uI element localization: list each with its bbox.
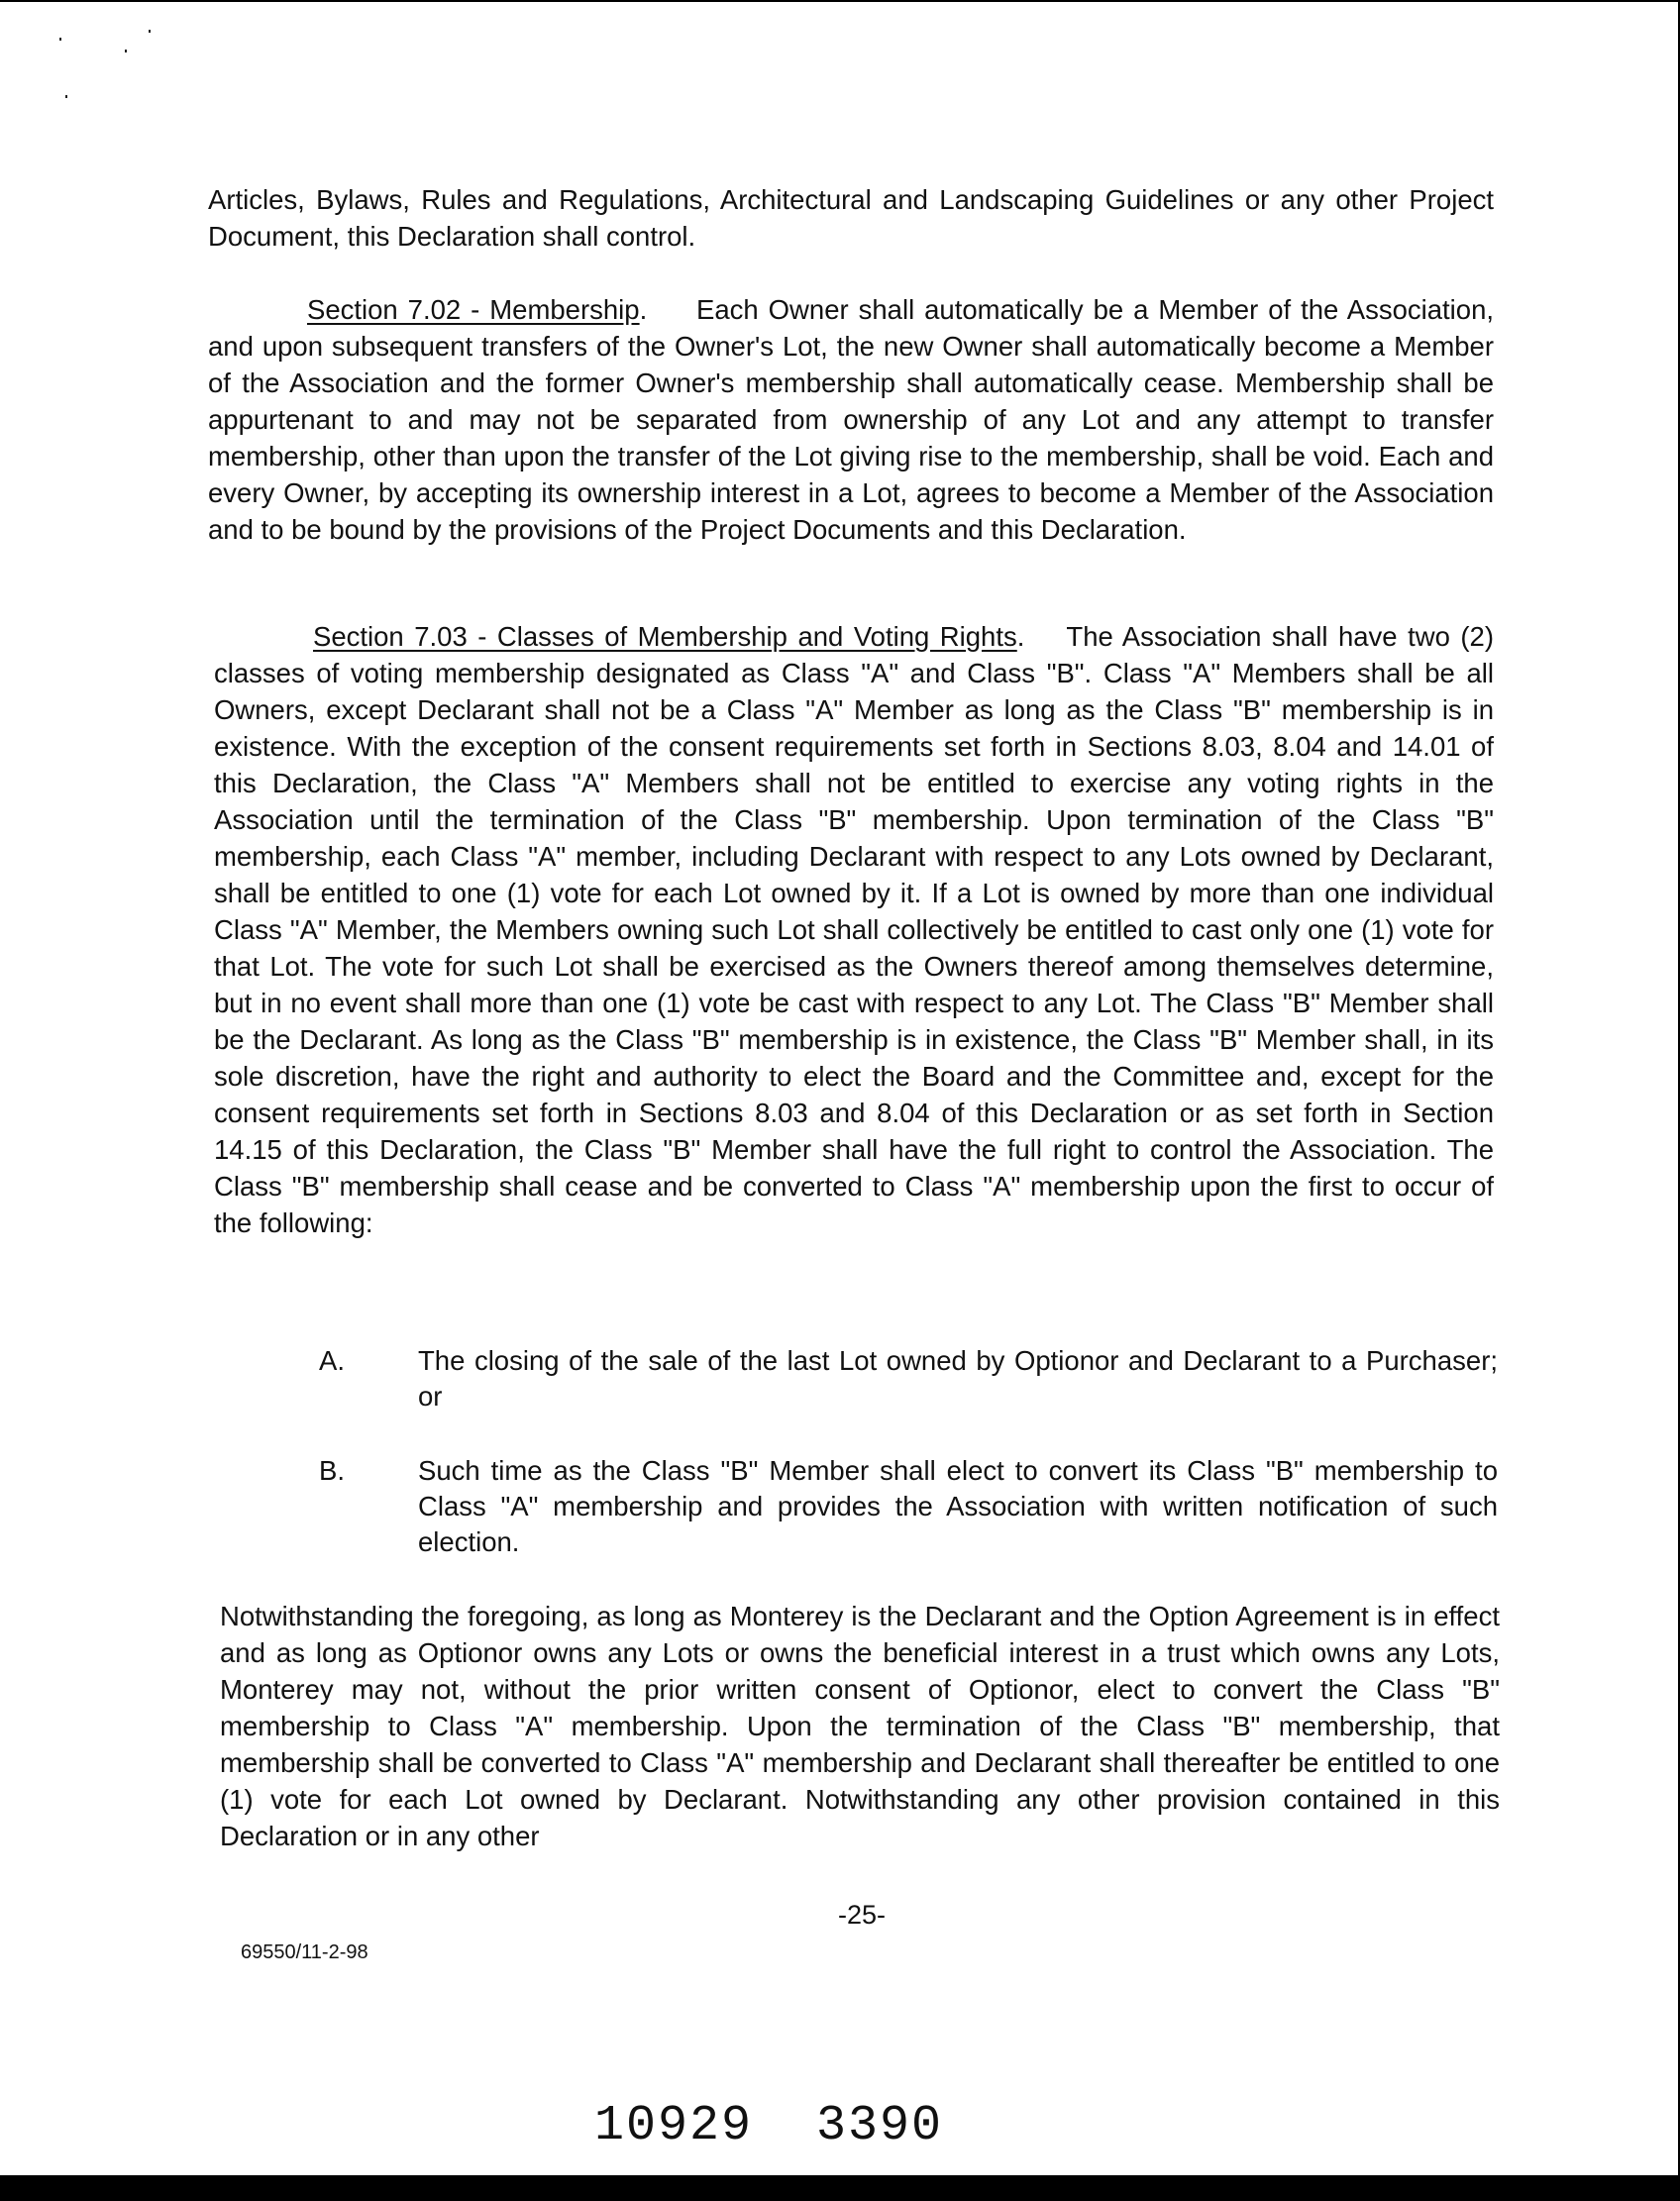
closing-paragraph: Notwithstanding the foregoing, as long as Monterey is the Declarant and the Option Agreement is in effect and as long as Optionor owns any Lots or owns the beneficial interest in a trust which owns any Lots, Monterey may not, without the prior written consent of Optionor, elect to convert the Class "B" membership to Class "A" membership. Upon the termination of the Class "B" membership, that membership shall be converted to Class "A" membership and Declarant shall thereafter be entitled to one (1) vote for each Lot owned by Declarant. Notwithstanding any other provision contained in this Declaration or in any other	[220, 1601, 1500, 1851]
list-item	[319, 1343, 1498, 1415]
section-7-03	[214, 618, 1494, 1241]
section-7-02	[208, 291, 1494, 548]
scan-speck	[59, 38, 61, 41]
list-marker: B.	[319, 1455, 345, 1486]
scan-speck	[149, 30, 151, 33]
page-edge-bottom	[0, 2175, 1680, 2201]
intro-paragraph: Articles, Bylaws, Rules and Regulations, Architectural and Landscaping Guidelines or any other Project Document, this Declaration shall control.	[208, 184, 1494, 252]
scan-speck	[125, 50, 127, 52]
section-7-02-heading-punct: .	[639, 294, 648, 325]
section-7-03-heading-punct: .	[1016, 621, 1025, 652]
section-7-03-heading: Section 7.03 - Classes of Membership and Voting Rights	[313, 621, 1017, 652]
list-item-text: The closing of the sale of the last Lot owned by Optionor and Declarant to a Purchaser; or	[418, 1345, 1498, 1412]
page-number: -25-	[837, 1900, 886, 1930]
section-7-02-body: Each Owner shall automatically be a Member of the Association, and upon subsequent transfers of the Owner's Lot, the new Owner shall automatically become a Member of the Association and the former Owner's membership shall automatically cease. Membership shall be appurtenant to and may not be separated from ownership of any Lot and any attempt to transfer membership, other than upon the transfer of the Lot giving rise to the membership, shall be void. Each and every Owner, by accepting its ownership interest in a Lot, agrees to become a Member of the Association and to be bound by the provisions of the Project Documents and this Declaration.	[208, 294, 1495, 545]
section-7-02-heading: Section 7.02 - Membership	[307, 294, 640, 325]
document-code: 69550/11-2-98	[241, 1941, 368, 1963]
recording-stamp-number: 10929 3390	[594, 2098, 944, 2154]
section-7-03-body: The Association shall have two (2) classes of voting membership designated as Class "A" and Class "B". Class "A" Members shall be all Owners, except Declarant shall not be a Class "A" Member as long as the Class "B" membership is in existence. With the exception of the consent requirements set forth in Sections 8.03, 8.04 and 14.01 of this Declaration, the Class "A" Members shall not be entitled to exercise any voting rights in the Association until the termination of the Class "B" membership. Upon termination of the Class "B" membership, each Class "A" member, including Declarant with respect to any Lots owned by Declarant, shall be entitled to one (1) vote for each Lot owned by it. If a Lot is owned by more than one individual Class "A" Member, the Members owning such Lot shall collectively be entitled to cast only one (1) vote for that Lot. The vote for such Lot shall be exercised as the Owners thereof among themselves determine, but in no event shall more than one (1) vote be cast with respect to any Lot. The Class "B" Member shall be the Declarant. As long as the Class "B" membership is in existence, the Class "B" Member shall, in its sole discretion, have the right and authority to elect the Board and the Committee and, except for the consent requirements set forth in Sections 8.03 and 8.04 of this Declaration or as set forth in Section 14.15 of this Declaration, the Class "B" Member shall have the full right to control the Association. The Class "B" membership shall cease and be converted to Class "A" membership upon the first to occur of the following:	[214, 621, 1495, 1238]
closing-paragraph-block	[220, 1598, 1500, 1854]
scan-speck	[65, 95, 67, 98]
document-body	[208, 181, 1494, 255]
section-7-02-paragraph	[208, 291, 1494, 548]
list-marker: A.	[319, 1345, 345, 1376]
list-item	[319, 1453, 1498, 1560]
page-edge-top	[0, 0, 1680, 2]
list-item-text: Such time as the Class "B" Member shall elect to convert its Class "B" membership to Class "A" membership and provides the Association with written notification of such election.	[418, 1455, 1498, 1557]
section-7-03-paragraph	[214, 618, 1494, 1241]
